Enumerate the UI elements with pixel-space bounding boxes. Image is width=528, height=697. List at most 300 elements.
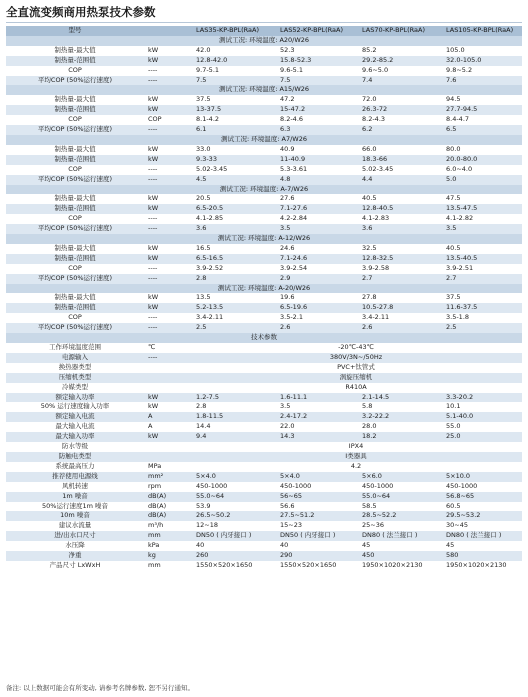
param-value: 40.5 [356, 194, 440, 204]
param-unit: kW [144, 105, 190, 115]
param-value-shared: 4.2 [190, 462, 522, 472]
param-value: 6.5-20.5 [190, 204, 274, 214]
param-value: 3.3-20.2 [440, 393, 522, 403]
param-unit: ---- [144, 274, 190, 284]
param-name: 50% 运行速度输入功率 [6, 402, 144, 412]
param-name: 平均COP (50%运行速度) [6, 323, 144, 333]
param-value: 2.5 [190, 323, 274, 333]
param-value: 7.6 [440, 76, 522, 86]
param-value: 60.5 [440, 502, 522, 512]
param-unit: ---- [144, 66, 190, 76]
param-value: 3.4-2.11 [190, 313, 274, 323]
param-unit: ---- [144, 224, 190, 234]
table-row [6, 56, 522, 66]
param-value: 33.0 [190, 145, 274, 155]
param-name: 产品尺寸 LxWxH [6, 561, 144, 571]
param-unit: ---- [144, 353, 190, 363]
param-value: 85.2 [356, 46, 440, 56]
table-row [6, 95, 522, 105]
param-name: 防水等级 [6, 442, 144, 452]
param-value: 55.0 [440, 422, 522, 432]
param-value: 3.5-1.8 [440, 313, 522, 323]
param-unit: kW [144, 194, 190, 204]
table-row [6, 383, 522, 393]
param-value: 27.6 [274, 194, 356, 204]
param-value: 3.5 [274, 224, 356, 234]
param-name: 平均COP (50%运行速度) [6, 76, 144, 86]
param-value: 30~45 [440, 521, 522, 531]
param-value: 6.5 [440, 125, 522, 135]
table-row [6, 363, 522, 373]
param-unit [144, 442, 190, 452]
param-value: 28.0 [356, 422, 440, 432]
param-value: 4.1-2.85 [190, 214, 274, 224]
param-value: 6.5-16.5 [190, 254, 274, 264]
param-value: 25.0 [440, 432, 522, 442]
param-name: COP [6, 313, 144, 323]
param-value: 3.2-22.2 [356, 412, 440, 422]
table-row [6, 561, 522, 571]
param-value: 3.6 [356, 224, 440, 234]
param-name: 制热量-最大值 [6, 95, 144, 105]
param-unit: dB(A) [144, 511, 190, 521]
param-value: 94.5 [440, 95, 522, 105]
param-value: 12~18 [190, 521, 274, 531]
param-name: 额定输入功率 [6, 393, 144, 403]
section-title: 测试工况: 环境温度: A-20/W26 [6, 284, 522, 294]
param-value: 28.5~52.2 [356, 511, 440, 521]
section-row-condition [6, 284, 522, 294]
param-value: 6.3 [274, 125, 356, 135]
param-value: 47.2 [274, 95, 356, 105]
param-name: COP [6, 214, 144, 224]
table-row [6, 492, 522, 502]
param-value: 7.5 [190, 76, 274, 86]
param-value: DN80 ( 法兰接口 ) [356, 531, 440, 541]
param-unit [144, 373, 190, 383]
table-row [6, 66, 522, 76]
param-name: 10m 噪音 [6, 511, 144, 521]
param-unit: kW [144, 303, 190, 313]
param-value: 66.0 [356, 145, 440, 155]
param-value: DN50 ( 内牙接口 ) [190, 531, 274, 541]
param-name: 冷媒类型 [6, 383, 144, 393]
param-unit: MPa [144, 462, 190, 472]
param-value: 14.4 [190, 422, 274, 432]
param-value: 29.5~53.2 [440, 511, 522, 521]
param-value: 2.6 [274, 323, 356, 333]
table-row [6, 412, 522, 422]
param-unit: kW [144, 293, 190, 303]
table-row [6, 214, 522, 224]
param-value: 5×10.0 [440, 472, 522, 482]
param-value: 450-1000 [190, 482, 274, 492]
param-name: 平均COP (50%运行速度) [6, 274, 144, 284]
param-value: 11.6-37.5 [440, 303, 522, 313]
table-row [6, 175, 522, 185]
param-value: 1950×1020×2130 [440, 561, 522, 571]
param-value: 24.6 [274, 244, 356, 254]
param-value: 5.3-3.61 [274, 165, 356, 175]
param-value-shared: -20℃-43℃ [190, 343, 522, 353]
param-value: 20.0-80.0 [440, 155, 522, 165]
table-row [6, 432, 522, 442]
param-value: 4.5 [190, 175, 274, 185]
param-value: 15.8-52.3 [274, 56, 356, 66]
param-value: 2.6 [356, 323, 440, 333]
param-value: 10.1 [440, 402, 522, 412]
section-row-condition [6, 234, 522, 244]
param-value: 13.5-47.5 [440, 204, 522, 214]
param-value: 4.1-2.82 [440, 214, 522, 224]
param-value: 19.6 [274, 293, 356, 303]
table-row [6, 462, 522, 472]
param-value: 16.5 [190, 244, 274, 254]
param-value: 9.6~5.0 [356, 66, 440, 76]
param-value: 9.6-5.1 [274, 66, 356, 76]
table-row [6, 165, 522, 175]
param-name: 压缩机类型 [6, 373, 144, 383]
param-value: DN50 ( 内牙接口 ) [274, 531, 356, 541]
param-value: 22.0 [274, 422, 356, 432]
param-name: 制热量-范围值 [6, 254, 144, 264]
param-value: 9.3-33 [190, 155, 274, 165]
param-name: 制热量-最大值 [6, 145, 144, 155]
param-value: 32.0-105.0 [440, 56, 522, 66]
param-value: 3.5 [274, 402, 356, 412]
param-value: 1.8-11.5 [190, 412, 274, 422]
param-value: 52.3 [274, 46, 356, 56]
table-row [6, 194, 522, 204]
param-value: 1.2-7.5 [190, 393, 274, 403]
header-model-2: LAS52-KP-BPL(RaA) [274, 26, 356, 36]
section-row-condition [6, 185, 522, 195]
param-value: 4.4 [356, 175, 440, 185]
table-row [6, 224, 522, 234]
table-header-row [6, 26, 522, 36]
table-row [6, 303, 522, 313]
param-value: 13.5-40.5 [440, 254, 522, 264]
table-row [6, 472, 522, 482]
param-value: 2.7 [440, 274, 522, 284]
param-value: 37.5 [440, 293, 522, 303]
param-value: 450-1000 [274, 482, 356, 492]
param-value: 580 [440, 551, 522, 561]
table-row [6, 293, 522, 303]
param-unit: ---- [144, 264, 190, 274]
param-value-shared: I类器具 [190, 452, 522, 462]
param-value: 45 [356, 541, 440, 551]
param-value: 4.2-2.84 [274, 214, 356, 224]
param-value: 55.0~64 [356, 492, 440, 502]
param-value: 40 [274, 541, 356, 551]
param-value: 5.8 [356, 402, 440, 412]
param-value: 6.1 [190, 125, 274, 135]
param-value: 40 [190, 541, 274, 551]
param-value: DN80 ( 法兰接口 ) [440, 531, 522, 541]
param-value: 42.0 [190, 46, 274, 56]
param-value: 15-47.2 [274, 105, 356, 115]
param-name: 净重 [6, 551, 144, 561]
table-row [6, 125, 522, 135]
section-row-tech [6, 333, 522, 343]
param-unit: ---- [144, 76, 190, 86]
param-unit: kW [144, 432, 190, 442]
param-value: 27.7-94.5 [440, 105, 522, 115]
param-value: 5×4.0 [274, 472, 356, 482]
param-unit: mm [144, 561, 190, 571]
param-value: 8.4-4.7 [440, 115, 522, 125]
table-row [6, 551, 522, 561]
table-row [6, 204, 522, 214]
param-name: 电源输入 [6, 353, 144, 363]
param-name: 系统最高压力 [6, 462, 144, 472]
param-unit: m³/h [144, 521, 190, 531]
param-name: 1m 噪音 [6, 492, 144, 502]
param-value: 1550×520×1650 [274, 561, 356, 571]
table-row [6, 155, 522, 165]
param-unit: kW [144, 145, 190, 155]
param-value: 9.4 [190, 432, 274, 442]
param-value: 3.9-2.58 [356, 264, 440, 274]
table-row [6, 521, 522, 531]
param-name: 水压降 [6, 541, 144, 551]
table-row [6, 452, 522, 462]
title-divider [6, 22, 522, 23]
param-value: 260 [190, 551, 274, 561]
param-name: COP [6, 66, 144, 76]
param-value: 6.2 [356, 125, 440, 135]
table-row [6, 145, 522, 155]
param-value: 7.4 [356, 76, 440, 86]
section-title: 测试工况: 环境温度: A7/W26 [6, 135, 522, 145]
param-unit: mm [144, 531, 190, 541]
param-value-shared: R410A [190, 383, 522, 393]
table-row [6, 274, 522, 284]
param-value: 2.1-14.5 [356, 393, 440, 403]
section-row-condition [6, 135, 522, 145]
table-row [6, 323, 522, 333]
param-name: 推荐使用电源线 [6, 472, 144, 482]
param-value: 26.3-72 [356, 105, 440, 115]
param-value: 13-37.5 [190, 105, 274, 115]
param-value: 2.4-17.2 [274, 412, 356, 422]
param-value: 56.6 [274, 502, 356, 512]
param-unit: dB(A) [144, 492, 190, 502]
param-value: 2.8 [190, 274, 274, 284]
param-value: 32.5 [356, 244, 440, 254]
param-name: 制热量-范围值 [6, 155, 144, 165]
param-value: 5.1-40.0 [440, 412, 522, 422]
table-row [6, 442, 522, 452]
param-value: 105.0 [440, 46, 522, 56]
param-value: 12.8-40.5 [356, 204, 440, 214]
param-value: 72.0 [356, 95, 440, 105]
table-row [6, 393, 522, 403]
param-value: 27.5~51.2 [274, 511, 356, 521]
table-row [6, 482, 522, 492]
param-value: 9.7-5.1 [190, 66, 274, 76]
param-value: 1.6-11.1 [274, 393, 356, 403]
table-row [6, 502, 522, 512]
param-value: 27.8 [356, 293, 440, 303]
param-value: 2.7 [356, 274, 440, 284]
param-unit: dB(A) [144, 502, 190, 512]
param-value: 37.5 [190, 95, 274, 105]
param-value: 3.6 [190, 224, 274, 234]
param-value: 7.5 [274, 76, 356, 86]
param-value: 5×4.0 [190, 472, 274, 482]
param-unit: A [144, 422, 190, 432]
param-name: 风机转速 [6, 482, 144, 492]
param-name: 换热器类型 [6, 363, 144, 373]
param-unit: ---- [144, 125, 190, 135]
page-title: 全直流变频商用热泵技术参数 [6, 5, 156, 19]
table-row [6, 254, 522, 264]
param-unit [144, 383, 190, 393]
param-value: 53.9 [190, 502, 274, 512]
param-value: 40.9 [274, 145, 356, 155]
param-value: 450-1000 [440, 482, 522, 492]
param-name: 进/出水口尺寸 [6, 531, 144, 541]
param-unit: kW [144, 155, 190, 165]
footnote: 备注: 以上数据可能会有所变动, 请参考名牌参数, 恕不另行通知。 [6, 684, 195, 692]
param-value: 7.1-27.6 [274, 204, 356, 214]
table-row [6, 313, 522, 323]
table-row [6, 422, 522, 432]
table-row [6, 531, 522, 541]
param-value: 290 [274, 551, 356, 561]
param-value: 10.5-27.8 [356, 303, 440, 313]
header-model-3: LAS70-KP-BPL(RaA) [356, 26, 440, 36]
table-row [6, 105, 522, 115]
param-value-shared: 涡旋压缩机 [190, 373, 522, 383]
param-unit: kW [144, 204, 190, 214]
table-row [6, 244, 522, 254]
section-title: 测试工况: 环境温度: A-12/W26 [6, 234, 522, 244]
param-value: 450-1000 [356, 482, 440, 492]
param-unit: ℃ [144, 343, 190, 353]
param-value: 3.9-2.51 [440, 264, 522, 274]
param-value: 6.0~4.0 [440, 165, 522, 175]
param-value: 6.5-19.6 [274, 303, 356, 313]
param-unit [144, 363, 190, 373]
param-value: 29.2-85.2 [356, 56, 440, 66]
param-value: 1550×520×1650 [190, 561, 274, 571]
param-value: 4.1-2.83 [356, 214, 440, 224]
param-value: 56~65 [274, 492, 356, 502]
section-row-condition [6, 85, 522, 95]
header-model-1: LAS35-KP-BPL(RaA) [190, 26, 274, 36]
param-value: 1950×1020×2130 [356, 561, 440, 571]
param-value: 55.0~64 [190, 492, 274, 502]
header-model-4: LAS105-KP-BPL(RaA) [440, 26, 522, 36]
table-row [6, 541, 522, 551]
header-model-label: 型号 [6, 26, 144, 36]
param-value: 8.2-4.6 [274, 115, 356, 125]
param-value: 2.5 [440, 323, 522, 333]
param-value: 5.2-13.5 [190, 303, 274, 313]
param-name: 建议水流量 [6, 521, 144, 531]
param-value: 5.02-3.45 [356, 165, 440, 175]
table-row [6, 402, 522, 412]
param-name: 平均COP (50%运行速度) [6, 125, 144, 135]
param-unit [144, 452, 190, 462]
section-title: 测试工况: 环境温度: A20/W26 [6, 36, 522, 46]
param-value: 3.5-2.1 [274, 313, 356, 323]
param-name: COP [6, 115, 144, 125]
param-name: 制热量-范围值 [6, 105, 144, 115]
param-value: 11-40.9 [274, 155, 356, 165]
param-value: 4.8 [274, 175, 356, 185]
param-name: 最大输入电流 [6, 422, 144, 432]
param-value: 14.3 [274, 432, 356, 442]
table-row [6, 115, 522, 125]
param-value: 18.2 [356, 432, 440, 442]
param-value: 450 [356, 551, 440, 561]
param-unit: rpm [144, 482, 190, 492]
param-unit: kW [144, 95, 190, 105]
param-value: 8.1-4.2 [190, 115, 274, 125]
param-unit: mm² [144, 472, 190, 482]
param-unit: kW [144, 56, 190, 66]
param-value: 13.5 [190, 293, 274, 303]
param-value: 3.9-2.52 [190, 264, 274, 274]
section-row-condition [6, 36, 522, 46]
param-value: 12.8-32.5 [356, 254, 440, 264]
param-unit: kW [144, 393, 190, 403]
param-unit: kW [144, 244, 190, 254]
param-unit: ---- [144, 214, 190, 224]
param-value: 3.9-2.54 [274, 264, 356, 274]
param-unit: ---- [144, 313, 190, 323]
param-value: 2.8 [190, 402, 274, 412]
param-value: 26.5~50.2 [190, 511, 274, 521]
spec-table [6, 26, 522, 571]
param-value-shared: PVC+钛管式 [190, 363, 522, 373]
param-value: 3.5 [440, 224, 522, 234]
param-value: 5×6.0 [356, 472, 440, 482]
header-unit [144, 26, 190, 36]
param-value: 15~23 [274, 521, 356, 531]
param-value: 25~36 [356, 521, 440, 531]
param-name: COP [6, 264, 144, 274]
param-value-shared: 380V/3N~/50Hz [190, 353, 522, 363]
param-unit: kW [144, 254, 190, 264]
param-unit: ---- [144, 165, 190, 175]
table-row [6, 343, 522, 353]
table-row [6, 373, 522, 383]
param-name: 制热量-最大值 [6, 293, 144, 303]
param-name: 50%运行速度1m 噪音 [6, 502, 144, 512]
param-value: 9.8~5.2 [440, 66, 522, 76]
param-name: COP [6, 165, 144, 175]
param-value: 5.02-3.45 [190, 165, 274, 175]
param-name: 制热量-最大值 [6, 244, 144, 254]
param-name: 制热量-范围值 [6, 56, 144, 66]
param-unit: kPa [144, 541, 190, 551]
param-value: 56.8~65 [440, 492, 522, 502]
table-row [6, 76, 522, 86]
param-name: 制热量-最大值 [6, 46, 144, 56]
param-name: 平均COP (50%运行速度) [6, 224, 144, 234]
param-value: 20.5 [190, 194, 274, 204]
param-name: 制热量-范围值 [6, 303, 144, 313]
param-name: 额定输入电流 [6, 412, 144, 422]
param-value: 5.0 [440, 175, 522, 185]
section-title: 技术参数 [6, 333, 522, 343]
param-value: 2.9 [274, 274, 356, 284]
